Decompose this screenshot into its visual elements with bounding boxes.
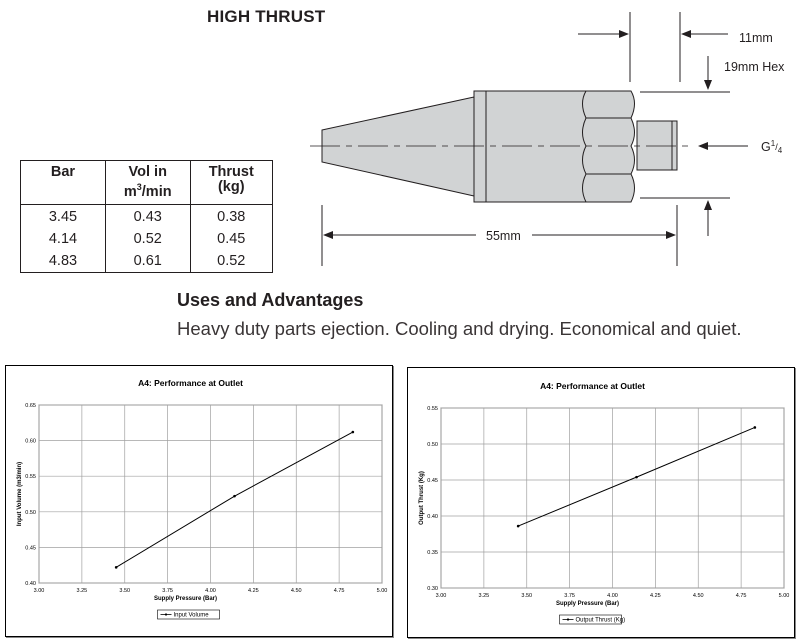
dim-55-arrowhead-left xyxy=(323,231,333,239)
x-tick-label: 4.50 xyxy=(692,593,704,599)
x-tick-label: 4.50 xyxy=(290,588,302,594)
x-tick-label: 4.25 xyxy=(248,588,259,594)
x-tick-label: 4.00 xyxy=(607,593,618,599)
x-tick-label: 3.50 xyxy=(521,593,533,599)
data-point xyxy=(115,566,118,569)
cell-bar: 4.14 xyxy=(48,230,78,247)
y-tick-label: 0.45 xyxy=(427,478,438,484)
chart-svg-output-thrust xyxy=(408,368,794,637)
legend-label: Input Volume xyxy=(173,612,209,619)
y-tick-label: 0.55 xyxy=(427,406,438,412)
data-point xyxy=(517,525,520,528)
x-tick-label: 3.75 xyxy=(162,588,173,594)
x-tick-label: 4.00 xyxy=(205,588,216,594)
hex-nut xyxy=(583,91,635,202)
cell-bar: 3.45 xyxy=(48,208,78,225)
chart-output-thrust xyxy=(407,367,795,638)
y-tick-label: 0.50 xyxy=(25,509,36,516)
chart-title: A4: Performance at Outlet xyxy=(138,378,243,388)
legend-label: Output Thrust (Kg) xyxy=(575,617,626,624)
uses-text: Heavy duty parts ejection. Cooling and drying. Economical and quiet. xyxy=(177,318,742,339)
cell-vol: 0.43 xyxy=(105,204,190,228)
hex-arrowhead-top xyxy=(704,80,712,90)
dim-19mm-hex: 19mm Hex xyxy=(724,60,785,74)
col-header-vol: Vol in $m^3/\min$ xyxy=(105,161,190,205)
table-header-row xyxy=(21,161,273,205)
y-tick-label: 0.40 xyxy=(427,514,438,520)
col-header-thrust: Thrust (kg) xyxy=(190,161,273,205)
cell-vol: 0.52 xyxy=(105,228,190,250)
x-tick-label: 4.75 xyxy=(735,593,747,599)
data-point xyxy=(635,476,638,479)
x-tick-label: 3.00 xyxy=(33,588,45,594)
arrowhead-left-11 xyxy=(619,30,629,38)
x-tick-label: 5.00 xyxy=(778,593,790,599)
y-tick-label: 0.45 xyxy=(25,545,36,552)
dim-thread: $G^1_{/4}$ xyxy=(761,139,783,155)
x-tick-label: 3.50 xyxy=(119,588,131,594)
x-axis-label: Supply Pressure (Bar) xyxy=(153,596,218,602)
x-tick-label: 3.25 xyxy=(478,593,490,599)
y-axis-label: Input Volume (m3/min) xyxy=(17,461,23,527)
table-row xyxy=(21,204,273,228)
y-tick-label: 0.60 xyxy=(25,438,36,445)
table-row xyxy=(21,250,273,273)
data-point xyxy=(352,431,355,434)
data-point xyxy=(754,426,757,429)
y-tick-label: 0.30 xyxy=(427,586,438,592)
hex-arrowhead-bottom xyxy=(704,200,712,210)
page-title: HIGH THRUST xyxy=(207,7,326,26)
legend-marker xyxy=(165,613,167,615)
dim-55-arrowhead-right xyxy=(666,231,676,239)
data-point xyxy=(233,495,236,498)
y-tick-label: 0.65 xyxy=(25,403,36,409)
x-tick-label: 4.75 xyxy=(333,588,345,594)
nozzle-cone xyxy=(322,97,474,196)
legend-marker xyxy=(567,618,569,620)
x-axis-label: Supply Pressure (Bar) xyxy=(555,601,620,607)
cell-vol: 0.61 xyxy=(105,250,190,273)
x-tick-label: 3.25 xyxy=(76,588,88,594)
dim-11mm: 11mm xyxy=(739,31,773,45)
chart-title: A4: Performance at Outlet xyxy=(540,381,645,391)
nozzle-drawing xyxy=(300,8,799,270)
x-tick-label: 3.00 xyxy=(435,593,447,599)
y-tick-label: 0.55 xyxy=(25,474,36,481)
table-row xyxy=(21,228,273,250)
spec-table xyxy=(20,160,273,273)
y-tick-label: 0.35 xyxy=(427,550,438,556)
x-tick-label: 4.25 xyxy=(650,593,661,599)
x-tick-label: 5.00 xyxy=(376,588,388,594)
arrowhead-right-11 xyxy=(681,30,691,38)
y-axis-label: Output Thrust (Kg) xyxy=(419,471,425,525)
dim-55mm: 55mm xyxy=(486,229,521,243)
cell-thrust: 0.52 xyxy=(190,250,273,273)
chart-svg-input-volume xyxy=(6,366,392,636)
nozzle-body xyxy=(474,91,586,202)
y-tick-label: 0.50 xyxy=(427,442,438,448)
x-tick-label: 3.75 xyxy=(564,593,575,599)
col-header-bar: Bar xyxy=(21,161,106,205)
thread-stub xyxy=(637,121,677,170)
thread-arrowhead xyxy=(698,142,708,150)
chart-input-volume xyxy=(5,365,393,637)
cell-thrust: 0.45 xyxy=(190,228,273,250)
y-tick-label: 0.40 xyxy=(25,581,36,587)
uses-heading: Uses and Advantages xyxy=(177,290,364,310)
cell-bar: 4.83 xyxy=(48,252,78,269)
cell-thrust: 0.38 xyxy=(190,204,273,228)
